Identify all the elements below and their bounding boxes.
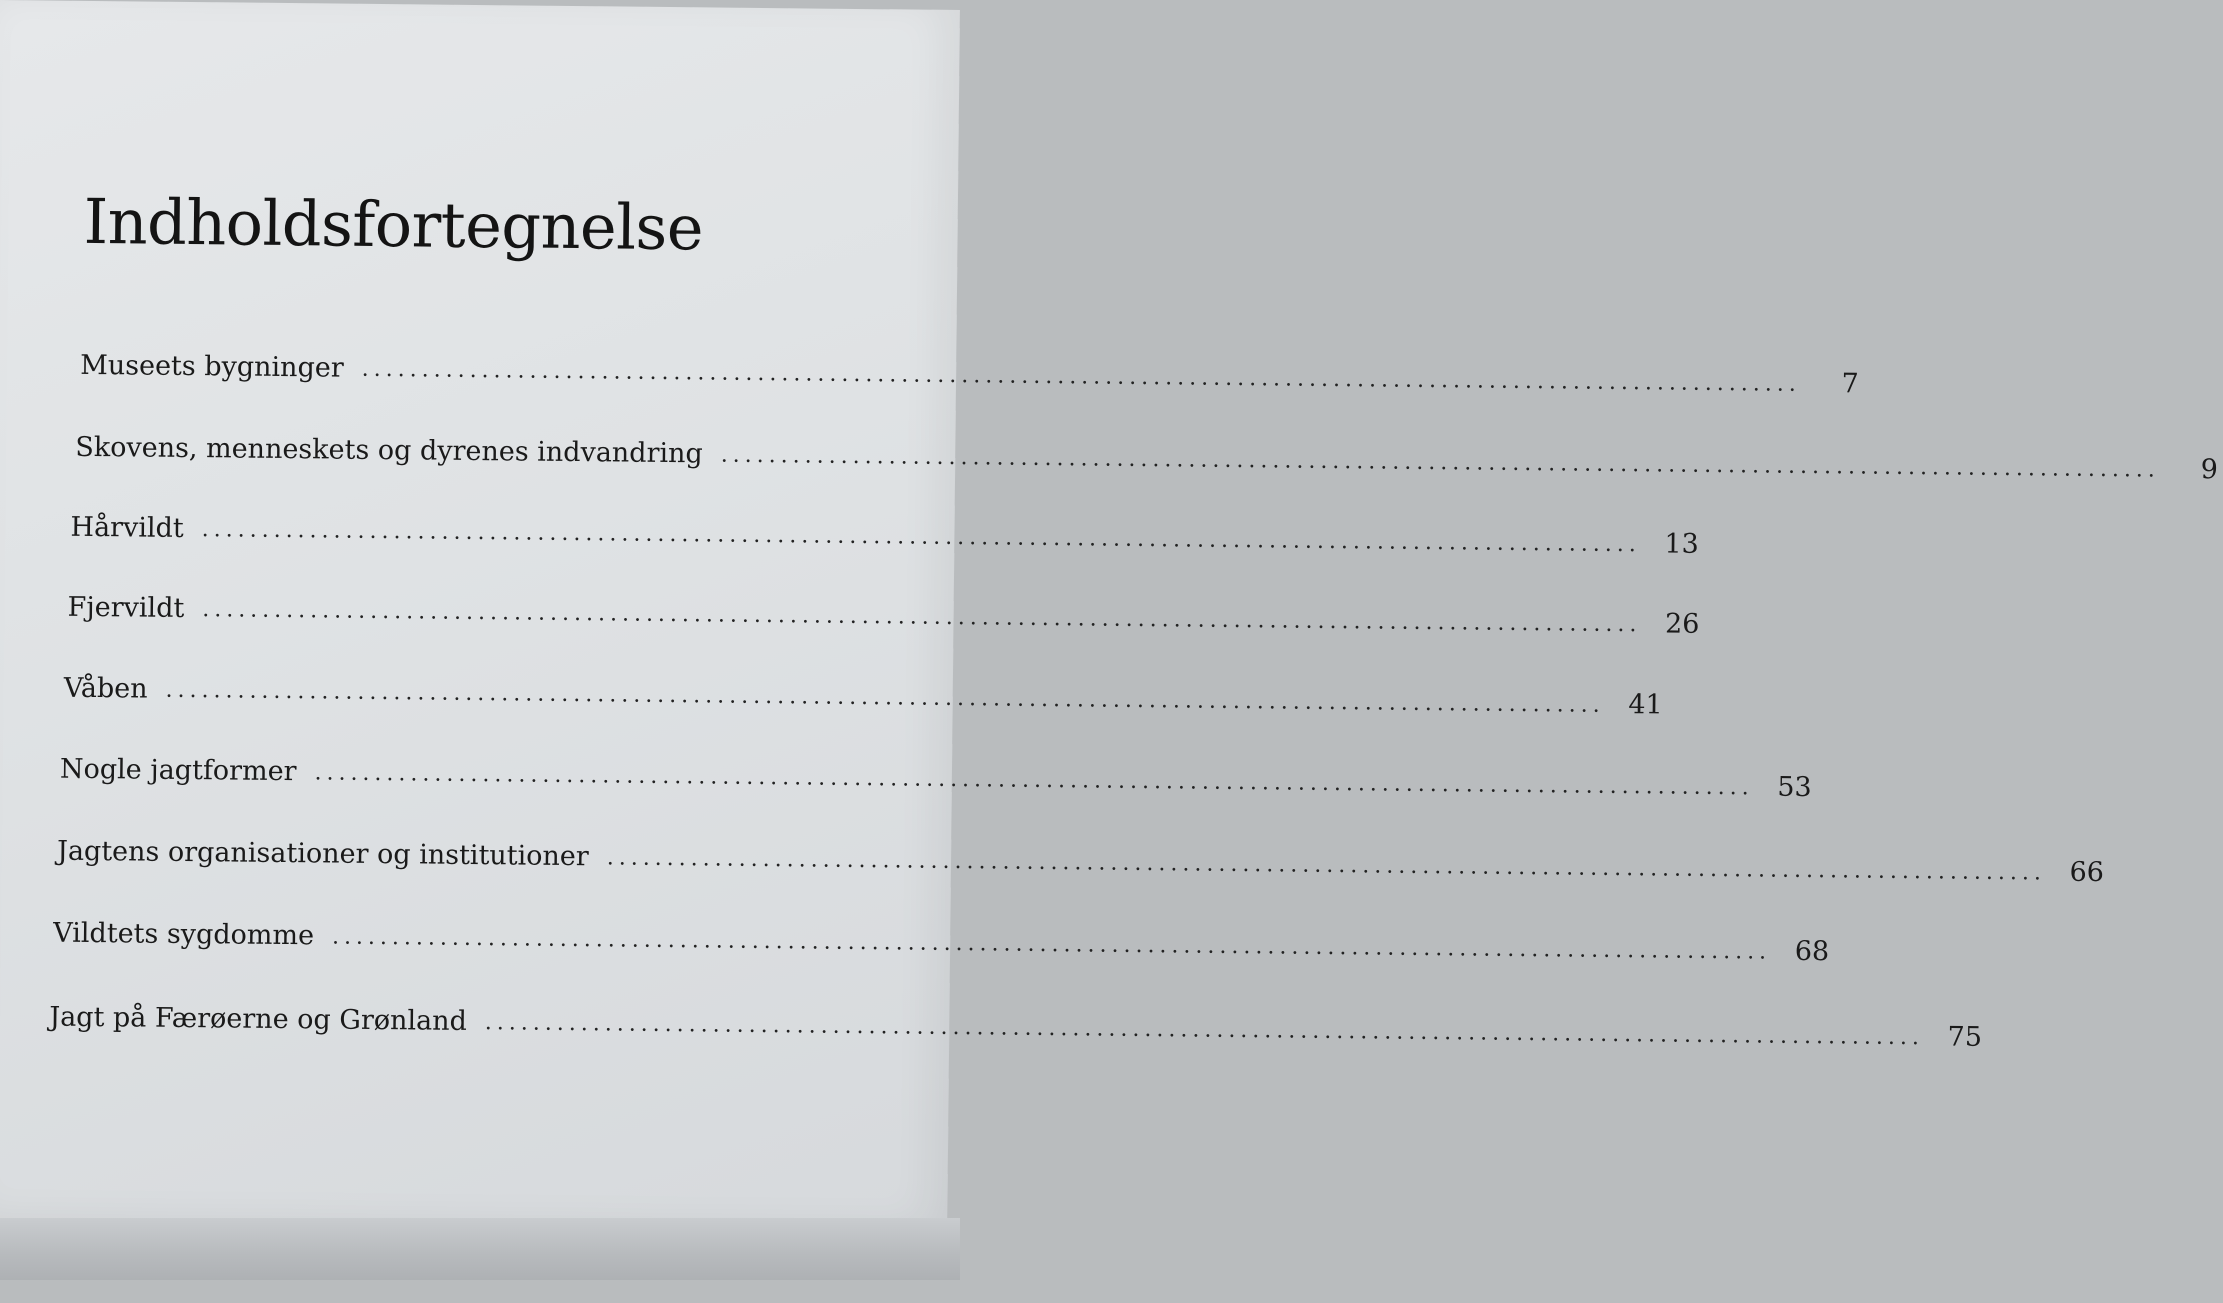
toc-entry-page: 41 xyxy=(1628,689,1663,721)
toc-entry-title: Våben xyxy=(63,672,148,705)
toc-entry-page: 68 xyxy=(1794,935,1830,968)
toc-entry xyxy=(53,909,1830,968)
toc-entry-title: Vildtets sygdomme xyxy=(53,917,315,952)
toc-entry-page: 26 xyxy=(1664,608,1700,640)
toc-entry-page: 7 xyxy=(1841,368,1859,400)
toc-entry xyxy=(49,993,1983,1053)
dot-leader: ........................................................................................................................ xyxy=(606,845,2047,886)
toc-entry-page: 75 xyxy=(1947,1021,1983,1053)
toc-entry-title: Skovens, menneskets og dyrenes indvandring xyxy=(75,431,703,470)
toc-entry xyxy=(70,503,1699,560)
toc-entry xyxy=(67,583,1700,640)
toc-entry-page: 13 xyxy=(1664,528,1699,560)
toc-entry xyxy=(56,827,2105,889)
page-edge-shadow xyxy=(0,1218,960,1280)
toc-entry-title: Jagt på Færøerne og Grønland xyxy=(49,1001,468,1037)
dot-leader: ........................................................................................................................ xyxy=(202,597,1642,638)
dot-leader: ........................................................................................................................ xyxy=(484,1010,1925,1051)
toc-entry-page: 66 xyxy=(2069,856,2105,889)
dot-leader: ........................................................................................................................ xyxy=(165,677,1605,718)
toc-entry-title: Museets bygninger xyxy=(80,349,344,384)
toc-entry-title: Nogle jagtformer xyxy=(59,753,297,788)
toc-entry-title: Hårvildt xyxy=(70,511,184,544)
dot-leader: ........................................................................................................................ xyxy=(720,442,2160,483)
toc-entry xyxy=(75,423,2219,486)
dot-leader: ........................................................................................................................ xyxy=(314,760,1754,801)
toc-entry-page: 9 xyxy=(2200,454,2219,486)
page-title: Indholdsfortegnelse xyxy=(83,184,704,265)
toc-entry-page: 53 xyxy=(1777,771,1812,804)
dot-leader: ........................................................................................................................ xyxy=(331,924,1772,965)
toc-entry-title: Jagtens organisationer og institutioner xyxy=(56,835,589,873)
toc-entry xyxy=(59,745,1812,804)
dot-leader: ........................................................................................................................ xyxy=(361,356,1801,397)
toc-entry-title: Fjervildt xyxy=(67,591,185,624)
toc-entry xyxy=(63,664,1663,721)
toc-entry xyxy=(80,341,1859,400)
dot-leader: ........................................................................................................................ xyxy=(201,517,1641,558)
